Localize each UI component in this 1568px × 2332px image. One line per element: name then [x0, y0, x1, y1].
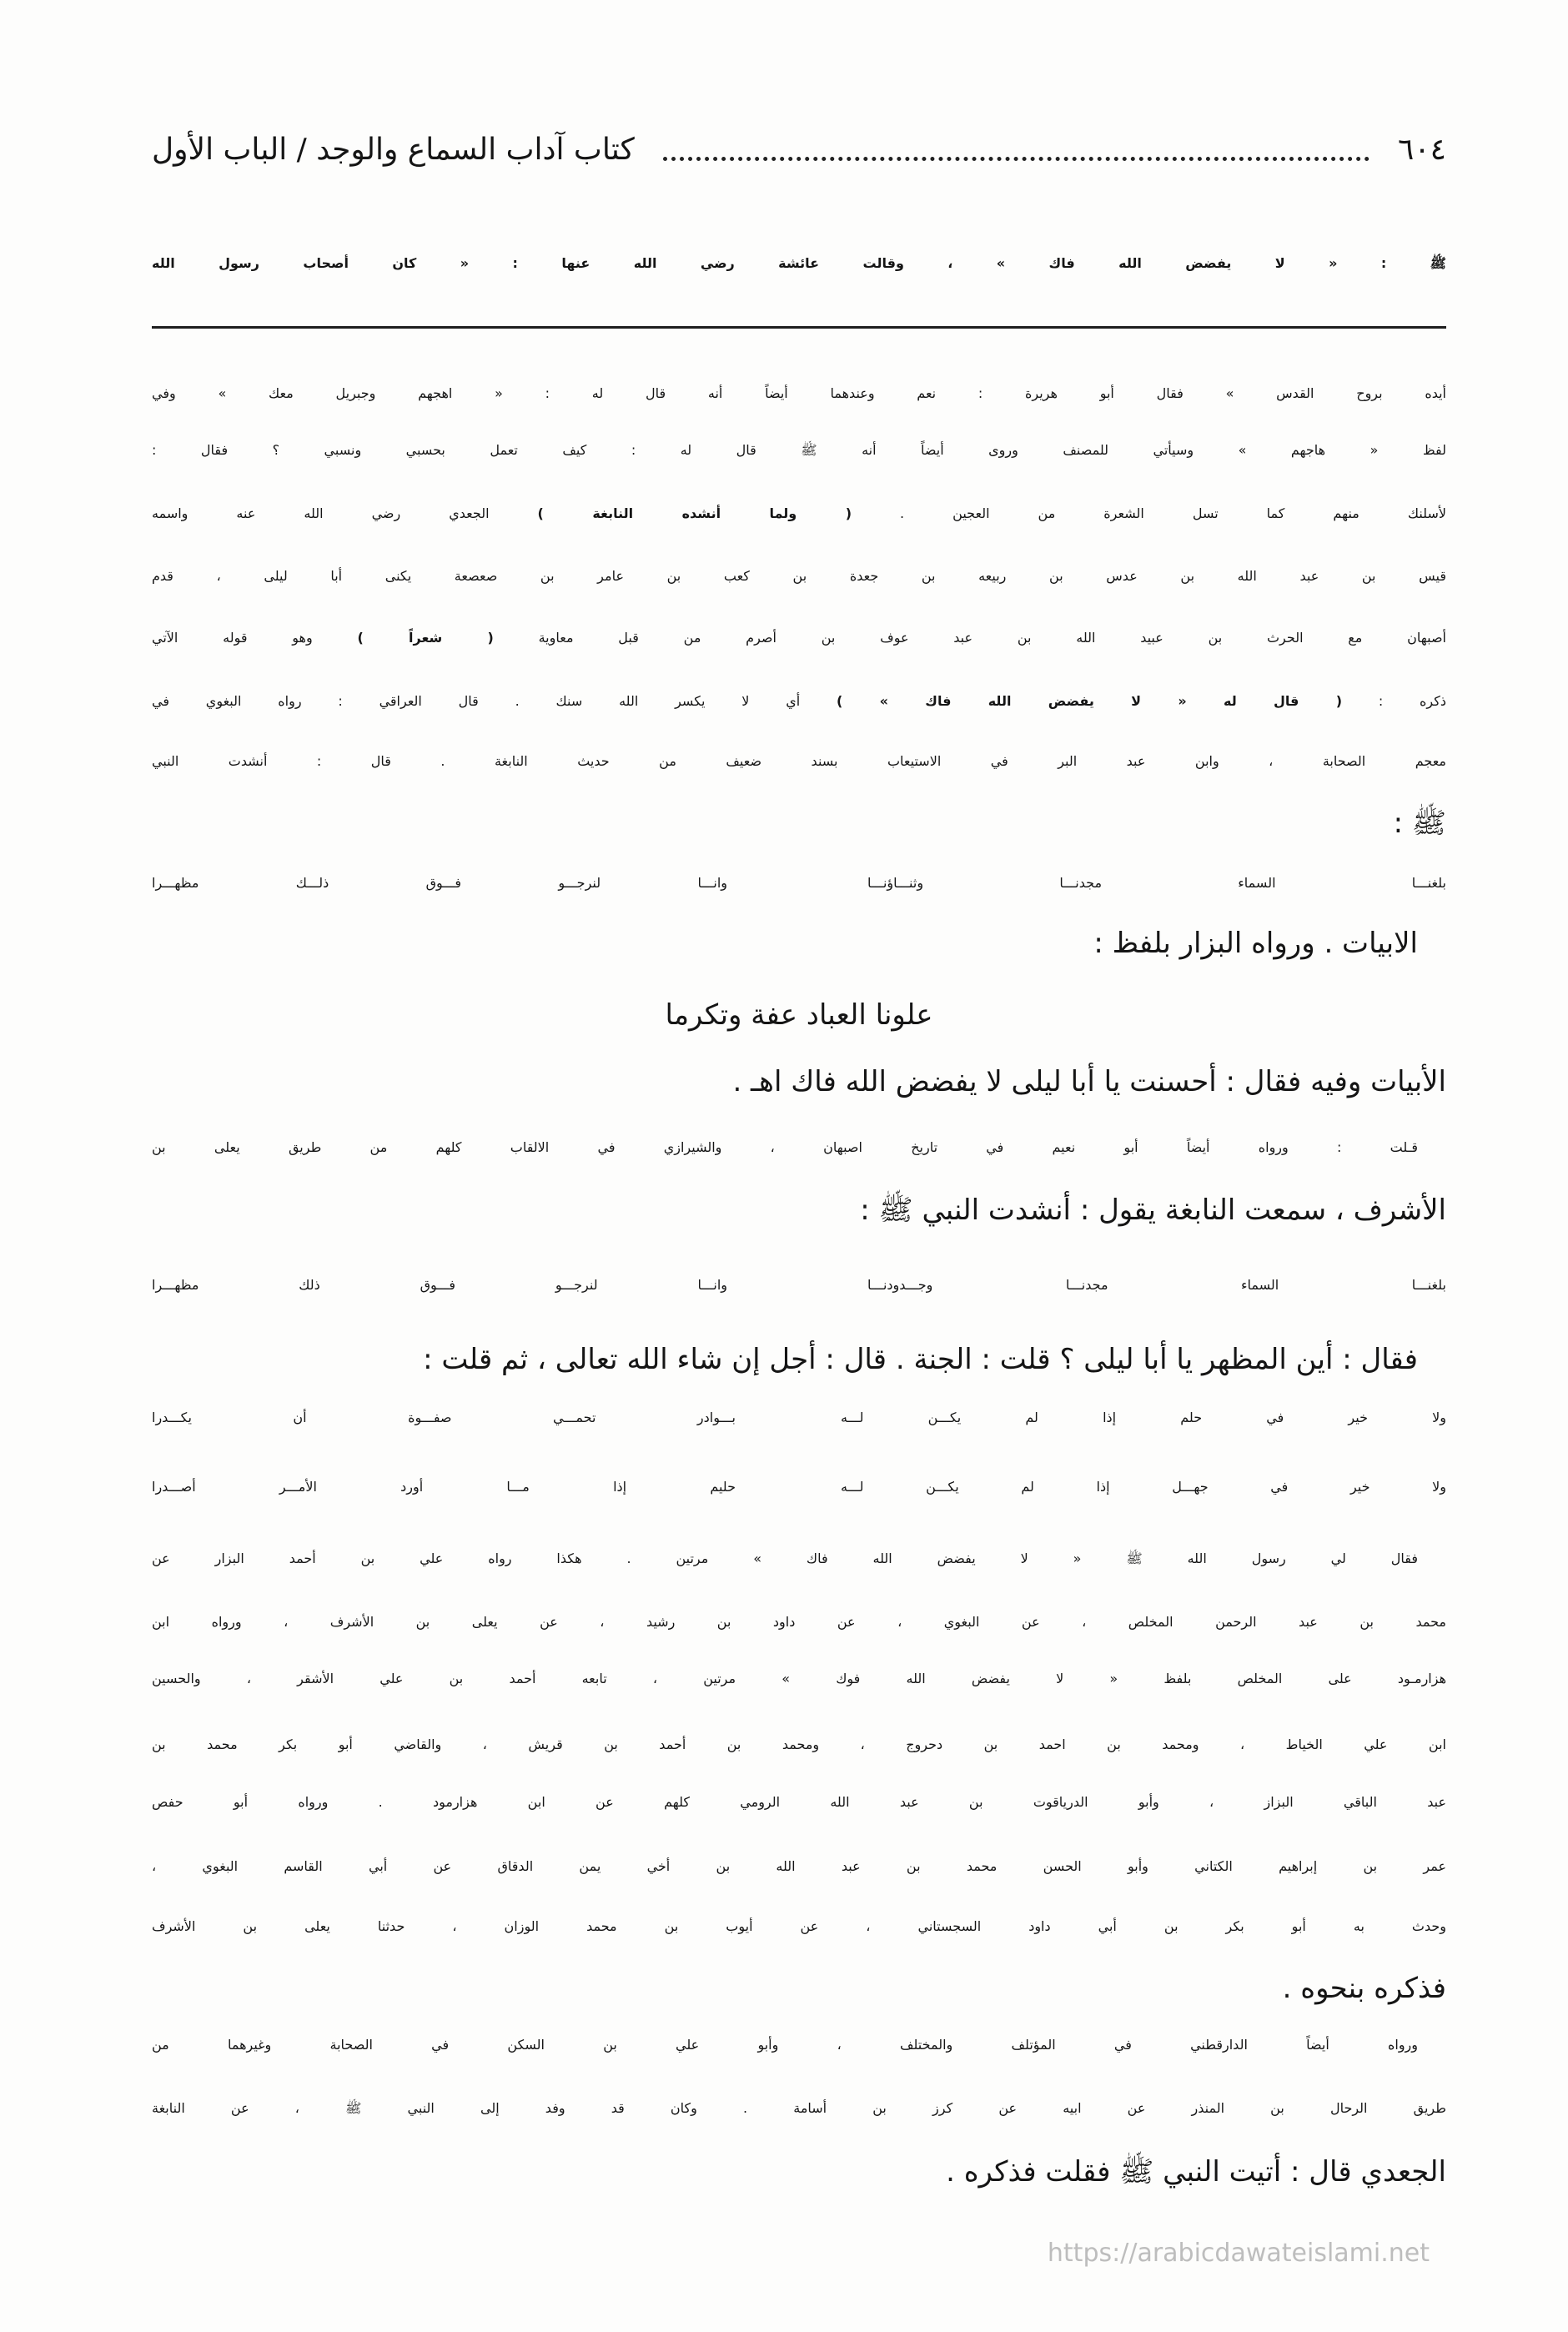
- commentary-line: أيده بروح القدس » فقال أبو هريرة : نعم وعندهما أيضاً أنه قال له : « اهجهم وجبريل معك » وفي: [152, 385, 1446, 401]
- commentary-text: لأسلنك منهم كما تسل الشعرة من العجين .: [852, 505, 1446, 521]
- commentary-line: ﷺ :: [1393, 807, 1446, 840]
- commentary-line: محمد بن عبد الرحمن المخلص ، عن البغوي ، عن داود بن رشيد ، عن يعلى بن الأشرف ، ورواه ابن: [152, 1614, 1446, 1630]
- verse-hemistich-right: ولا خير في جهـــل إذا لم يكـــن لـــه: [841, 1479, 1446, 1495]
- verse-hemistich-left: بـــوادر تحمـــي صفـــوة أن يكـــدرا: [152, 1410, 736, 1425]
- verse-hemistich-right: ولا خير في حلم إذا لم يكـــن لـــه: [841, 1410, 1446, 1425]
- commentary-line: [152, 675, 1446, 728]
- website-watermark: https://arabicdawateislami.net: [1047, 2239, 1430, 2268]
- commentary-line: هزارمـود على المخلص بلفظ « لا يفضض الله فوك » مرتين ، تابعه أحمد بن علي الأشقر ، والحسين: [152, 1671, 1446, 1686]
- quoted-main-text: ( ولما أنشده النابغة ): [537, 505, 852, 521]
- commentary-line: الأبيات وفيه فقال : أحسنت يا أبا ليلى لا يفضض الله فاك اهـ .: [732, 1065, 1446, 1098]
- commentary-line: لفظ « هاجهم » وسيأتي للمصنف وروى أيضاً أنه ﷺ قال له : كيف تعمل بحسبي ونسبي ؟ فقال :: [152, 442, 1446, 458]
- commentary-line: الأشرف ، سمعت النابغة يقول : أنشدت النبي ﷺ :: [860, 1194, 1446, 1227]
- verse-line: [0, 1391, 1568, 1445]
- commentary-line: قيس بن عبد الله بن عدس بن ربيعه بن جعدة بن كعب بن عامر بن صعصعة يكنى أبا ليلى ، قدم: [152, 568, 1446, 584]
- verse-hemistich-left: حليم إذا مـــا أورد الأمـــر أصـــدرا: [152, 1479, 736, 1495]
- commentary-line: [152, 487, 1446, 540]
- verse-quote-centered: علونا العباد عفة وتكرما: [665, 998, 933, 1032]
- main-text-line: ﷺ : « لا يفضض الله فاك » ، وقالت عائشة رضي الله عنها : « كان أصحاب رسول الله: [152, 255, 1446, 271]
- commentary-text: أي لا يكسر الله سنك . قال العراقي : رواه البغوي في: [152, 693, 837, 709]
- verse-hemistich-right: بلغنـــا السماء مجدنـــا وثنـــاؤنـــا: [867, 875, 1446, 891]
- commentary-line: ابن علي الخياط ، ومحمد بن احمد بن دحروج ، ومحمد بن أحمد بن قريش ، والقاضي أبو بكر محمد بن: [152, 1736, 1446, 1752]
- page-number: ٦٠٤: [1397, 133, 1446, 167]
- dot-leader: [663, 157, 1369, 161]
- verse-hemistich-right: بلغنـــا السماء مجدنـــا وجـــدودنـــا: [867, 1277, 1446, 1293]
- commentary-line: الابيات . ورواه البزار بلفظ :: [1093, 927, 1418, 960]
- verse-line: [0, 857, 1568, 910]
- commentary-line: وحدث به أبو بكر بن أبي داود السجستاني ، عن أيوب بن محمد الوزان ، حدثنا يعلى بن الأشرف: [152, 1918, 1446, 1934]
- verse-line: [0, 1259, 1568, 1312]
- commentary-line: ورواه أيضاً الدارقطني في المؤتلف والمختلف ، وأبو علي بن السكن في الصحابة وغيرهما من: [152, 2037, 1418, 2053]
- verse-hemistich-left: وانـــا لنرجـــو فـــوق ذلـــك مظهـــرا: [152, 875, 727, 891]
- quoted-main-text: ( شعراً ): [357, 630, 494, 646]
- text-separator-rule: [152, 326, 1446, 329]
- commentary-line: عبد الباقي البزاز ، وأبو الدرياقوت بن عبد الله الرومي كلهم عن ابن هزارمود . ورواه أبو حفص: [152, 1794, 1446, 1810]
- commentary-text: الجعدي رضي الله عنه واسمه: [152, 505, 538, 521]
- commentary-line: قـلت : ورواه أيضاً أبو نعيم في تاريخ اصبهان ، والشيرازي في الالقاب كلهم من طريق يعلى بن: [152, 1139, 1418, 1155]
- commentary-line: الجعدي قال : أتيت النبي ﷺ فقلت فذكره .: [946, 2155, 1446, 2189]
- verse-line: [0, 1460, 1568, 1514]
- running-title: كتاب آداب السماع والوجد / الباب الأول: [152, 133, 635, 167]
- commentary-line: فقال : أين المظهر يا أبا ليلى ؟ قلت : الجنة . قال : أجل إن شاء الله تعالى ، ثم قلت :: [423, 1343, 1418, 1376]
- running-header: [152, 123, 1446, 177]
- commentary-line: فذكره بنحوه .: [1282, 1972, 1446, 2005]
- commentary-text: ذكره :: [1342, 693, 1446, 709]
- commentary-line: فقال لي رسول الله ﷺ « لا يفضض الله فاك » مرتين . هكذا رواه علي بن أحمد البزار عن: [152, 1550, 1418, 1566]
- commentary-text: وهو قوله الآتي: [152, 630, 358, 646]
- commentary-line: طريق الرحال بن المنذر عن ابيه عن كرز بن أسامة . وكان قد وفد إلى النبي ﷺ ، عن النابغة: [152, 2100, 1446, 2116]
- commentary-text: أصبهان مع الحرث بن عبيد الله بن عبد عوف بن أصرم من قبل معاوية: [493, 630, 1446, 646]
- commentary-line: معجم الصحابة ، وابن عبد البر في الاستيعاب بسند ضعيف من حديث النابغة . قال : أنشدت النبي: [152, 753, 1446, 769]
- verse-hemistich-left: وانـــا لنرجـــو فـــوق ذلك مظهـــرا: [152, 1277, 727, 1293]
- commentary-line: عمر بن إبراهيم الكتاني وأبو الحسن محمد بن عبد الله بن أخي يمن الدقاق عن أبي القاسم البغوي ،: [152, 1858, 1446, 1874]
- commentary-line: [152, 611, 1446, 665]
- quoted-main-text: ( قال له « لا يفضض الله فاك » ): [837, 693, 1343, 709]
